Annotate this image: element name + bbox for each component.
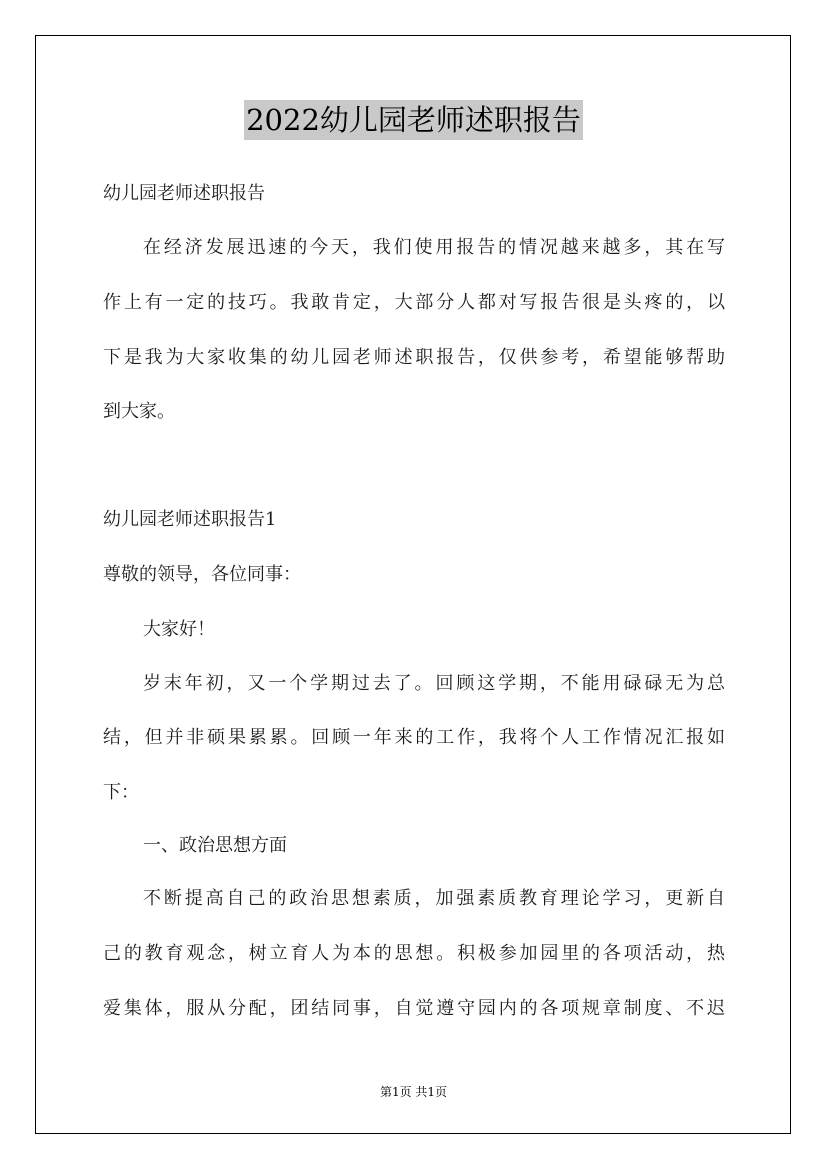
body-line-1: 岁末年初，又一个学期过去了。回顾这学期，不能用碌碌无为总 (143, 673, 725, 694)
intro-line-2: 作上有一定的技巧。我敢肯定，大部分人都对写报告很是头疼的，以 (103, 292, 725, 313)
greeting-line: 大家好！ (143, 619, 215, 640)
title-container (0, 100, 827, 140)
body-line-6: 爱集体，服从分配，团结同事，自觉遵守园内的各项规章制度、不迟 (103, 998, 725, 1019)
salutation-line: 尊敬的领导，各位同事： (103, 564, 301, 585)
intro-line-1: 在经济发展迅速的今天，我们使用报告的情况越来越多，其在写 (143, 237, 725, 258)
document-title: 2022幼儿园老师述职报告 (244, 100, 583, 140)
body-line-4: 不断提高自己的政治思想素质，加强素质教育理论学习，更新自 (143, 888, 725, 909)
page-footer: 第1页 共1页 (379, 1085, 448, 1099)
section-heading: 幼儿园老师述职报告1 (103, 509, 277, 530)
body-line-5: 己的教育观念，树立育人为本的思想。积极参加园里的各项活动，热 (103, 943, 725, 964)
body-line-2: 结，但并非硕果累累。回顾一年来的工作，我将个人工作情况汇报如 (103, 727, 725, 748)
body-line-3: 下： (103, 782, 139, 803)
intro-line-3: 下是我为大家收集的幼儿园老师述职报告，仅供参考，希望能够帮助 (103, 347, 725, 368)
subtitle-line: 幼儿园老师述职报告 (103, 183, 265, 204)
intro-line-4: 到大家。 (103, 401, 175, 422)
subsection-heading: 一、政治思想方面 (143, 835, 287, 856)
